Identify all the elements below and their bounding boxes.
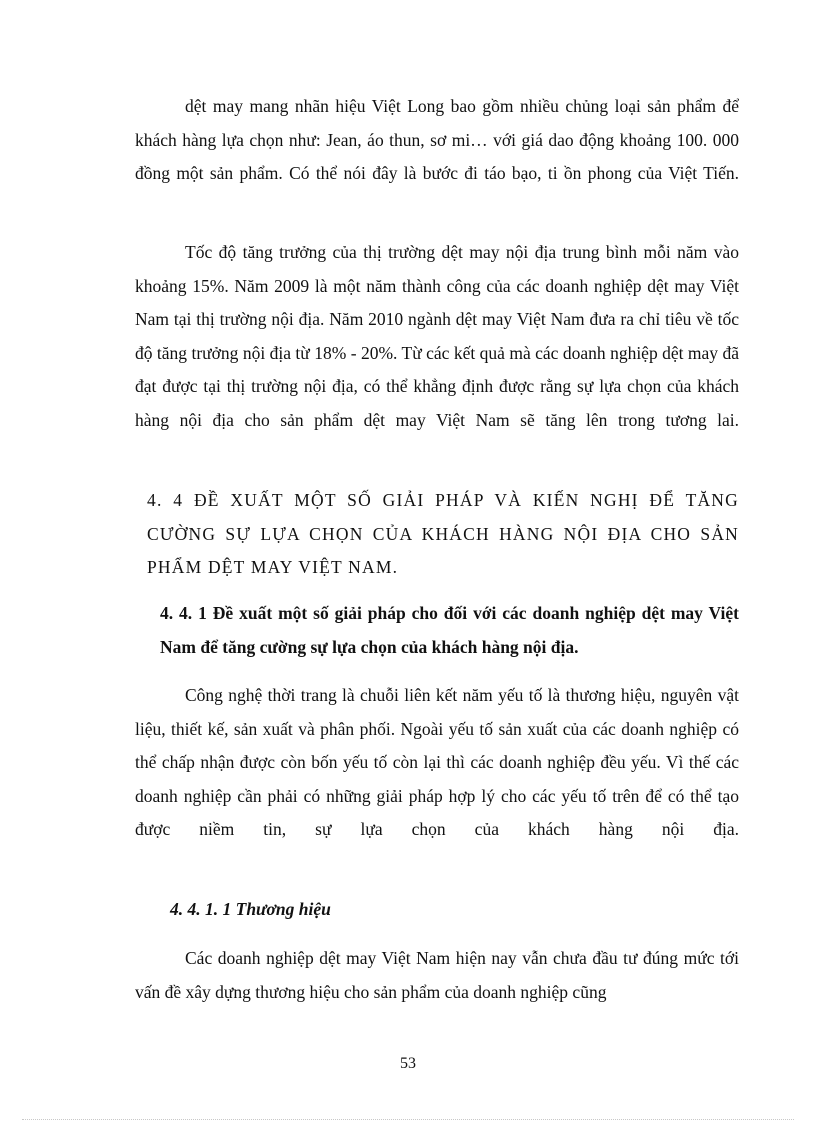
page-number: 53 (400, 1055, 416, 1072)
subsubsection-heading-brand: 4. 4. 1. 1 Thương hiệu (170, 899, 331, 919)
paragraph-fashion-technology: Công nghệ thời trang là chuỗi liên kết năm yếu tố là thương hiệu, nguyên vật liệu, thiết kế, sản xuất và phân phối. Ngoài yếu tố sản xuất của các doanh nghiệp có thể chấp nhận được còn bốn yếu tố còn lại thì các doanh nghiệp đều yếu. Vì thế các doanh nghiệp cần phải có những giải pháp hợp lý cho các yếu tố trên để có thể tạo được niềm tin, sự lựa chọn của khách hàng nội địa. (135, 685, 739, 840)
paragraph-brand-investment: Các doanh nghiệp dệt may Việt Nam hiện nay vẫn chưa đầu tư đúng mức tới vấn đề xây dựng thương hiệu cho sản phẩm của doanh nghiệp cũng (135, 948, 739, 1002)
section-heading-4-4: 4. 4 ĐỀ XUẤT MỘT SỐ GIẢI PHÁP VÀ KIẾN NGHỊ ĐỂ TĂNG CƯỜNG SỰ LỰA CHỌN CỦA KHÁCH HÀNG NỘI ĐỊA CHO SẢN PHẨM DỆT MAY VIỆT NAM. (147, 490, 739, 578)
subsection-heading-4-4-1: 4. 4. 1 Đề xuất một số giải pháp cho đối với các doanh nghiệp dệt may Việt Nam để tăng cường sự lựa chọn của khách hàng nội địa. (160, 603, 739, 657)
paragraph-growth-rate: Tốc độ tăng trưởng của thị trường dệt may nội địa trung bình mỗi năm vào khoảng 15%. Năm 2009 là một năm thành công của các doanh nghiệp dệt may Việt Nam tại thị trường nội địa. Năm 2010 ngành dệt may Việt Nam đưa ra chỉ tiêu về tốc độ tăng trưởng nội địa từ 18% - 20%. Từ các kết quả mà các doanh nghiệp dệt may đã đạt được tại thị trường nội địa, có thể khẳng định được rằng sự lựa chọn của khách hàng nội địa cho sản phẩm dệt may Việt Nam sẽ tăng lên trong tương lai. (135, 242, 739, 430)
paragraph-viet-long: dệt may mang nhãn hiệu Việt Long bao gồm nhiều chủng loại sản phẩm để khách hàng lựa chọn như: Jean, áo thun, sơ mi… với giá dao động khoảng 100. 000 đồng một sản phẩm. Có thể nói đây là bước đi táo bạo, ti ồn phong của Việt Tiến. (135, 96, 739, 184)
page-border-divider (22, 1119, 794, 1120)
